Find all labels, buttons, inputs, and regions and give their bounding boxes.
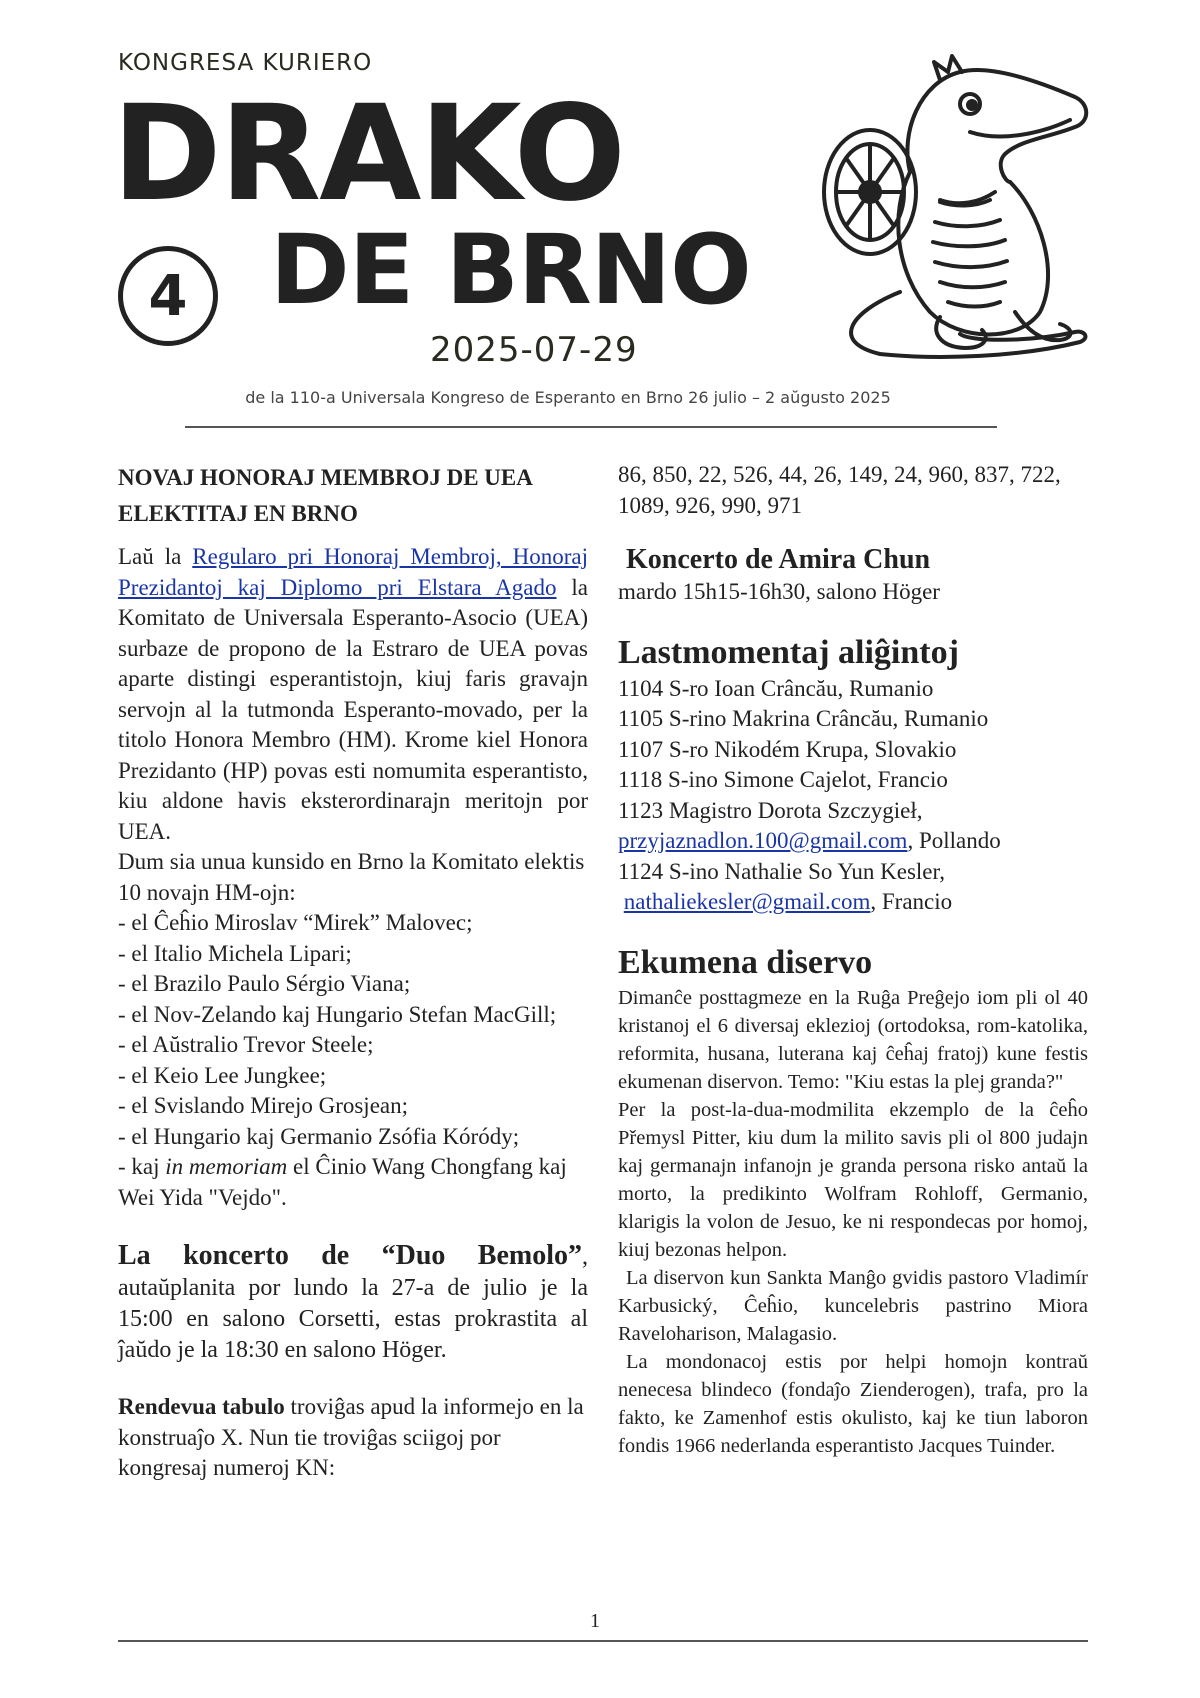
duo-text: autaŭplanita por lundo la 27-a de julio je la 15:00 en salono Corsetti, estas prokrastita al ĵaŭdo je la 18:30 en salono Höger. xyxy=(118,1275,588,1363)
regularo-link[interactable]: Regularo pri Honoraj Membroj, Honoraj Prezidantoj kaj Diplomo pri Elstara Agado xyxy=(118,544,588,600)
masthead-kicker: KONGRESA KURIERO xyxy=(118,50,373,76)
member-memoriam xyxy=(118,1152,588,1213)
duo-heading: La koncerto de “Duo Bemolo” xyxy=(118,1240,582,1271)
lastmomentaj-list xyxy=(618,674,1088,918)
honoraj-intro-list: Dum sia unua kunsido en Brno la Komitato elektis 10 novajn HM-ojn: xyxy=(118,849,585,905)
registrant-email-line xyxy=(618,887,1088,918)
rendevua-bold: Rendevua tabulo xyxy=(118,1394,285,1419)
memoriam-suffix: el Ĉinio Wang Chongfang kaj Wei Yida "Vejdo". xyxy=(118,1154,567,1210)
honoraj-paragraph xyxy=(118,542,588,847)
masthead-subtitle: de la 110-a Universala Kongreso de Esperanto en Brno 26 julio – 2 aŭgusto 2025 xyxy=(245,388,891,407)
duo-paragraph xyxy=(118,1239,588,1366)
koncerto-heading: Koncerto de Amira Chun xyxy=(626,544,931,575)
member-item: - el Italio Michela Lipari; xyxy=(118,940,352,966)
kn-numbers: 86, 850, 22, 526, 44, 26, 149, 24, 960, 837, 722, 1089, 926, 990, 971 xyxy=(618,462,1061,518)
left-column xyxy=(118,460,588,1484)
registrant-country: , Pollando xyxy=(907,828,1001,853)
rendevua-text: troviĝas apud la informejo en la konstruaĵo X. Nun tie troviĝas sciigoj por kongresaj numeroj KN: xyxy=(118,1394,584,1480)
registrant-item: 1104 S-ro Ioan Crâncău, Rumanio xyxy=(618,675,934,701)
honoraj-intro-text: Laŭ la xyxy=(118,544,193,569)
members-list xyxy=(118,908,588,1213)
member-item: - el Brazilo Paulo Sérgio Viana; xyxy=(118,971,411,996)
registrant-email-line xyxy=(618,826,1088,857)
koncerto-text: mardo 15h15-16h30, salono Höger xyxy=(618,579,940,604)
registrant-item: 1105 S-rino Makrina Crâncău, Rumanio xyxy=(618,706,989,731)
registrant-item: 1118 S-ino Simone Cajelot, Francio xyxy=(618,767,948,792)
ekumena-paragraph: Dimanĉe posttagmeze en la Ruĝa Preĝejo iom pli ol 40 kristanoj el 6 diversaj eklezioj (ortodoksa, rom-katolika, reformita, husana, luterana kaj ĉeĥaj fratoj) kune festis ekumenan diservon. Temo: "Kiu estas la plej granda?" xyxy=(618,986,1088,1093)
lastmomentaj-heading: Lastmomentaj aliĝintoj xyxy=(618,633,959,671)
registrant-item: 1123 Magistro Dorota Szczygieł, xyxy=(618,797,923,823)
rendevua-paragraph xyxy=(118,1392,588,1484)
member-item: - el Aŭstralio Trevor Steele; xyxy=(118,1032,374,1057)
member-item: - el Nov-Zelando kaj Hungario Stefan MacGill; xyxy=(118,1001,557,1027)
member-item: - el Svislando Mirejo Grosjean; xyxy=(118,1093,409,1118)
masthead-divider xyxy=(185,426,997,428)
ekumena-heading: Ekumena diservo xyxy=(618,943,873,981)
honoraj-body-text: la Komitato de Universala Esperanto-Asocio (UEA) surbaze de propono de la Estraro de UEA povas aparte distingi esperantistojn, kiuj faris gravajn servojn al la tutmonda Esperanto-movado, per la titolo Honora Membro (HM). Krome kiel Honora Prezidanto (HP) povas esti nomumita esperantisto, kiu aldone havis eksterordinarajn meritojn por UEA. xyxy=(118,574,588,844)
member-item: - el Hungario kaj Germanio Zsófia Kóródy; xyxy=(118,1123,520,1149)
registrant-country: , Francio xyxy=(870,889,953,914)
footer-divider xyxy=(118,1640,1088,1642)
ekumena-paragraph: Per la post-la-dua-modmilita ekzemplo de la ĉeĥo Přemysl Pitter, kiu dum la milito savis pli ol 800 judajn kaj germanajn infanojn je granda persona risko antaŭ la morto, la predikinto Wolfram Rohloff, Germanio, klarigis la volon de Jesuo, ke ni respondecas por homoj, kiuj bezonas helpon. xyxy=(618,1098,1088,1261)
member-item: - el Ĉeĥio Miroslav “Mirek” Malovec; xyxy=(118,910,473,935)
ekumena-paragraph: La mondonacoj estis por helpi homojn kontraŭ nenecesa blindeco (fondaĵo Zienderogen), trafa, pro la fakto, ke Zamenhof estis okulisto, kaj ke tiun laboron fondis 1966 nederlanda esperantisto Jacques Tuinder. xyxy=(618,1350,1088,1457)
dragon-mascot-icon xyxy=(790,42,1100,362)
email-link[interactable]: nathaliekesler@gmail.com xyxy=(623,889,871,914)
right-column xyxy=(618,460,1088,1460)
duo-comma: , xyxy=(582,1244,588,1270)
registrant-item: 1124 S-ino Nathalie So Yun Kesler, xyxy=(618,858,945,884)
memoriam-prefix: - kaj xyxy=(118,1154,166,1179)
masthead-title-line1: DRAKO xyxy=(112,77,624,231)
registrant-item: 1107 S-ro Nikodém Krupa, Slovakio xyxy=(618,736,957,762)
masthead-title-line2: DE BRNO xyxy=(270,214,751,326)
email-link[interactable]: przyjaznadlon.100@gmail.com xyxy=(618,828,908,853)
page-number: 1 xyxy=(590,1610,600,1632)
honoraj-heading: NOVAJ HONORAJ MEMBROJ DE UEA ELEKTITAJ EN BRNO xyxy=(118,465,532,526)
ekumena-paragraph: La diservon kun Sankta Manĝo gvidis pastoro Vladimír Karbusický, Ĉeĥio, kuncelebris pastrino Miora Raveloharison, Malagasio. xyxy=(618,1266,1088,1345)
issue-number-badge: 4 xyxy=(118,246,218,346)
issue-date: 2025-07-29 xyxy=(430,330,638,370)
member-item: - el Keio Lee Jungkee; xyxy=(118,1062,327,1088)
memoriam-italic: in memoriam xyxy=(165,1154,288,1179)
